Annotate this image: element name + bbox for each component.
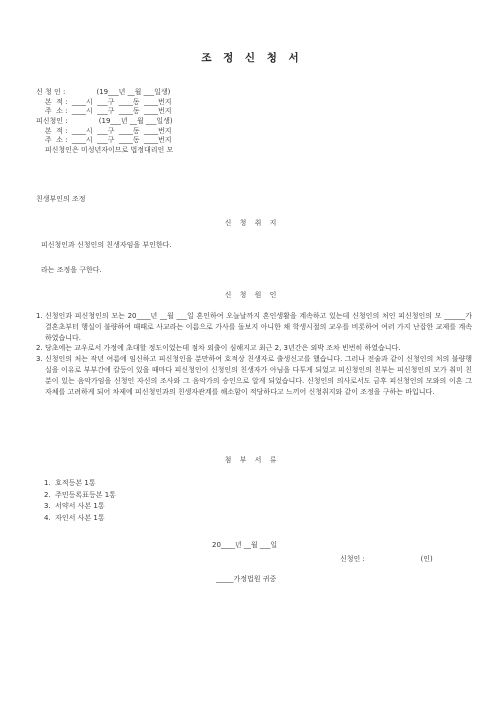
cause-text: 신청인의 처는 작년 여름에 임신하고 피신청인을 분만하여 호적상 친생자로 출생신고를 했습니다. 그러나 전술과 같이 신청인의 처의 불량행실을 이유로 부부간에 칼등이 있을 때마다 피신청인이 신청인의 친생자가 아님을 다투게 되었고 피신청인의 친부는 피신청인의 모가 취미 친분이 있는 음악가임을 신청인 자신의 조사와 그 음악가의 승인으로 알게 되었습니다. 신청인의 의사로서도 금후 피신청인의 모와의 이혼 그 자체를 고려하게 되어 차제에 피신청인과의 친생자관계를 해소함이 적당하다고 느끼어 신청취지와 같이 조정을 구하는 바입니다. [45, 355, 472, 396]
purpose-line-1: 피신청인과 신청인의 친생자임을 부인한다. [41, 241, 172, 249]
cause-number: 1. [36, 312, 43, 320]
applicant-domicile: 본 적 : ____시 ___구 ____동 ____번지 [36, 97, 172, 106]
date-line: 20____년 __월 ___일 [212, 541, 278, 549]
cause-text: 신청인과 피신청인의 모는 20____년 __월 ___일 혼인하여 오늘날까지 혼인생활을 계속하고 있는데 신청인의 처인 피신청인의 모 ______가 결혼초부터 행실이 불량하여 때때로 사교라는 이름으로 가사를 돌보지 아니한 채 학생시절의 교우를 비롯하여 여러 가지 난잡한 교제를 계속하였습니다. [45, 312, 472, 342]
cause-list [36, 311, 472, 397]
respondent-domicile: 본 적 : ____시 ___구 ____동 ____번지 [36, 126, 172, 135]
cause-number: 3. [36, 355, 43, 364]
attachments-list [44, 478, 116, 524]
respondent-address: 주 소 : ____시 ___구 ____동 ____번지 [36, 136, 172, 145]
applicant-line: 신 청 인 : (19___년 __월 ___일생) [36, 88, 171, 96]
attachment-item: 4. 자인서 사본 1통 [44, 513, 105, 522]
cause-item [36, 311, 472, 343]
purpose-heading: 신 청 취 지 [224, 219, 280, 227]
cause-heading: 신 청 원 인 [224, 291, 280, 299]
document-title: 조 정 신 청 서 [201, 52, 303, 64]
cause-item [36, 343, 472, 354]
attachment-item: 3. 서약서 사본 1통 [44, 502, 105, 510]
case-name: 친생부인의 조정 [36, 195, 86, 203]
respondent-line: 피신청인 : (19___년 __월 ___일생) [36, 117, 173, 126]
respondent-guardian-note: 피신청인은 미성년자이므로 법정대리인 모 [36, 146, 174, 155]
attachment-item: 2. 주민등록표등본 1통 [44, 490, 116, 499]
cause-text: 당초에는 교우로서 가정에 초대할 정도이었는데 점차 외출이 심해지고 최근 2, 3년간은 외박 조차 빈번히 하였습니다. [45, 344, 401, 353]
purpose-line-2: 라는 조정을 구한다. [41, 266, 102, 274]
attachment-item: 1. 호적등본 1통 [44, 479, 96, 487]
attachments-heading: 첨 부 서 류 [224, 456, 280, 464]
party-info [36, 88, 173, 156]
cause-item [36, 354, 472, 397]
applicant-address: 주 소 : ____시 ___구 ____동 ____번지 [36, 107, 172, 116]
court-line: _____가정법원 귀중 [216, 575, 277, 583]
cause-number: 2. [36, 344, 43, 353]
signer-line: 신청인 : (인) [340, 555, 433, 563]
